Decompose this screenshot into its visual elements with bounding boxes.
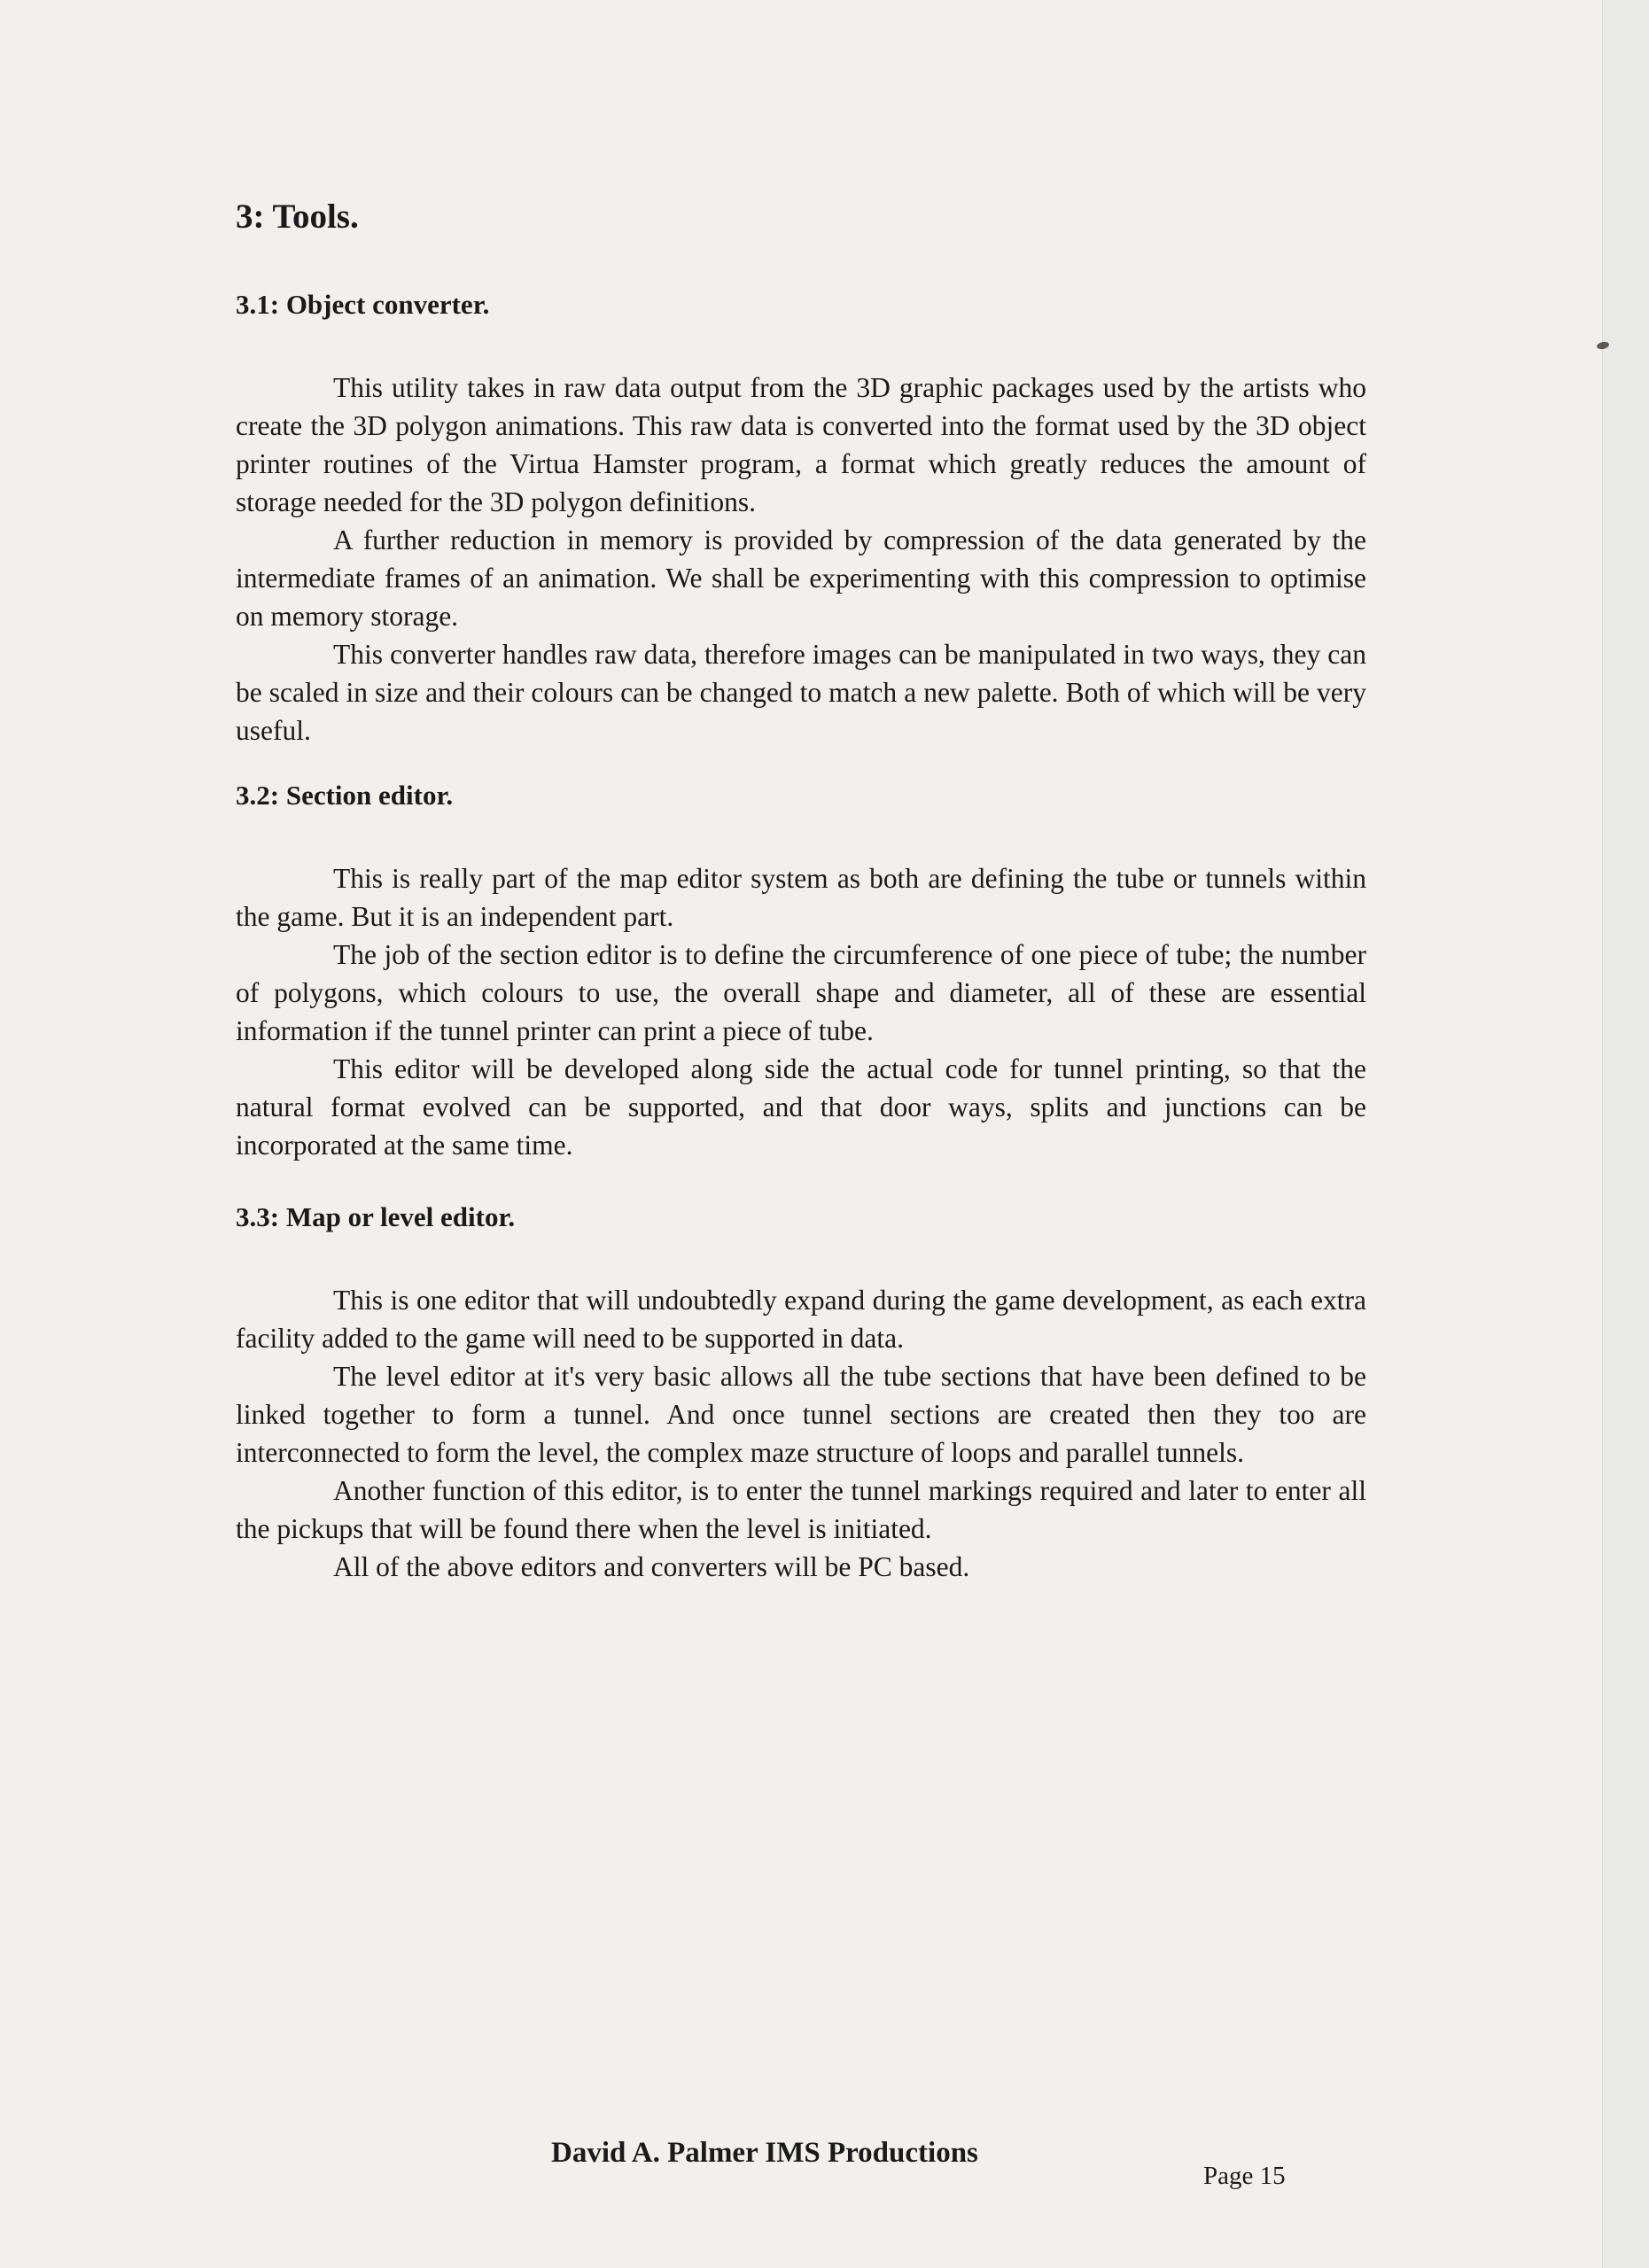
paragraph: This converter handles raw data, therefore images can be manipulated in two ways, they can be scaled in size and their colours can be changed to match a new palette. Both of which will be very useful. [236,639,1366,746]
paragraph: All of the above editors and converters will be PC based. [333,1551,970,1582]
section-heading: 3.3: Map or level editor. [236,1201,516,1232]
paragraph: A further reduction in memory is provided by compression of the data generated by the intermediate frames of an animation. We shall be experimenting with this compression to optimise on memory storage. [236,524,1366,632]
section-object-converter [236,289,1366,750]
section-heading: 3.2: Section editor. [236,780,454,811]
section-heading: 3.1: Object converter. [236,289,490,320]
paragraph: Another function of this editor, is to enter the tunnel markings required and later to enter all the pickups that will be found there when the level is initiated. [236,1475,1366,1544]
paragraph: This is one editor that will undoubtedly expand during the game development, as each extra facility added to the game will need to be supported in data. [236,1285,1366,1354]
paragraph: This editor will be developed along side the actual code for tunnel printing, so that the natural format evolved can be supported, and that door ways, splits and junctions can be incorporated at the same time. [236,1053,1366,1161]
section-map-editor [236,1201,1366,1586]
page-title: 3: Tools. [236,198,359,236]
section-section-editor [236,780,1366,1164]
paragraph: This is really part of the map editor system as both are defining the tube or tunnels within the game. But it is an independent part. [236,863,1366,932]
page-number: Page 15 [1203,2162,1286,2190]
footer-author: David A. Palmer IMS Productions [551,2137,978,2169]
page-edge [1602,0,1649,2268]
paragraph: The level editor at it's very basic allows all the tube sections that have been defined to be linked together to form a tunnel. And once tunnel sections are created then they too are interconnected to form the level, the complex maze structure of loops and parallel tunnels. [236,1361,1366,1468]
paragraph: The job of the section editor is to define the circumference of one piece of tube; the number of polygons, which colours to use, the overall shape and diameter, all of these are essential information if the tunnel printer can print a piece of tube. [236,939,1366,1046]
paragraph: This utility takes in raw data output from the 3D graphic packages used by the artists who create the 3D polygon animations. This raw data is converted into the format used by the 3D object printer routines of the Virtua Hamster program, a format which greatly reduces the amount of storage needed for the 3D polygon definitions. [236,372,1366,517]
